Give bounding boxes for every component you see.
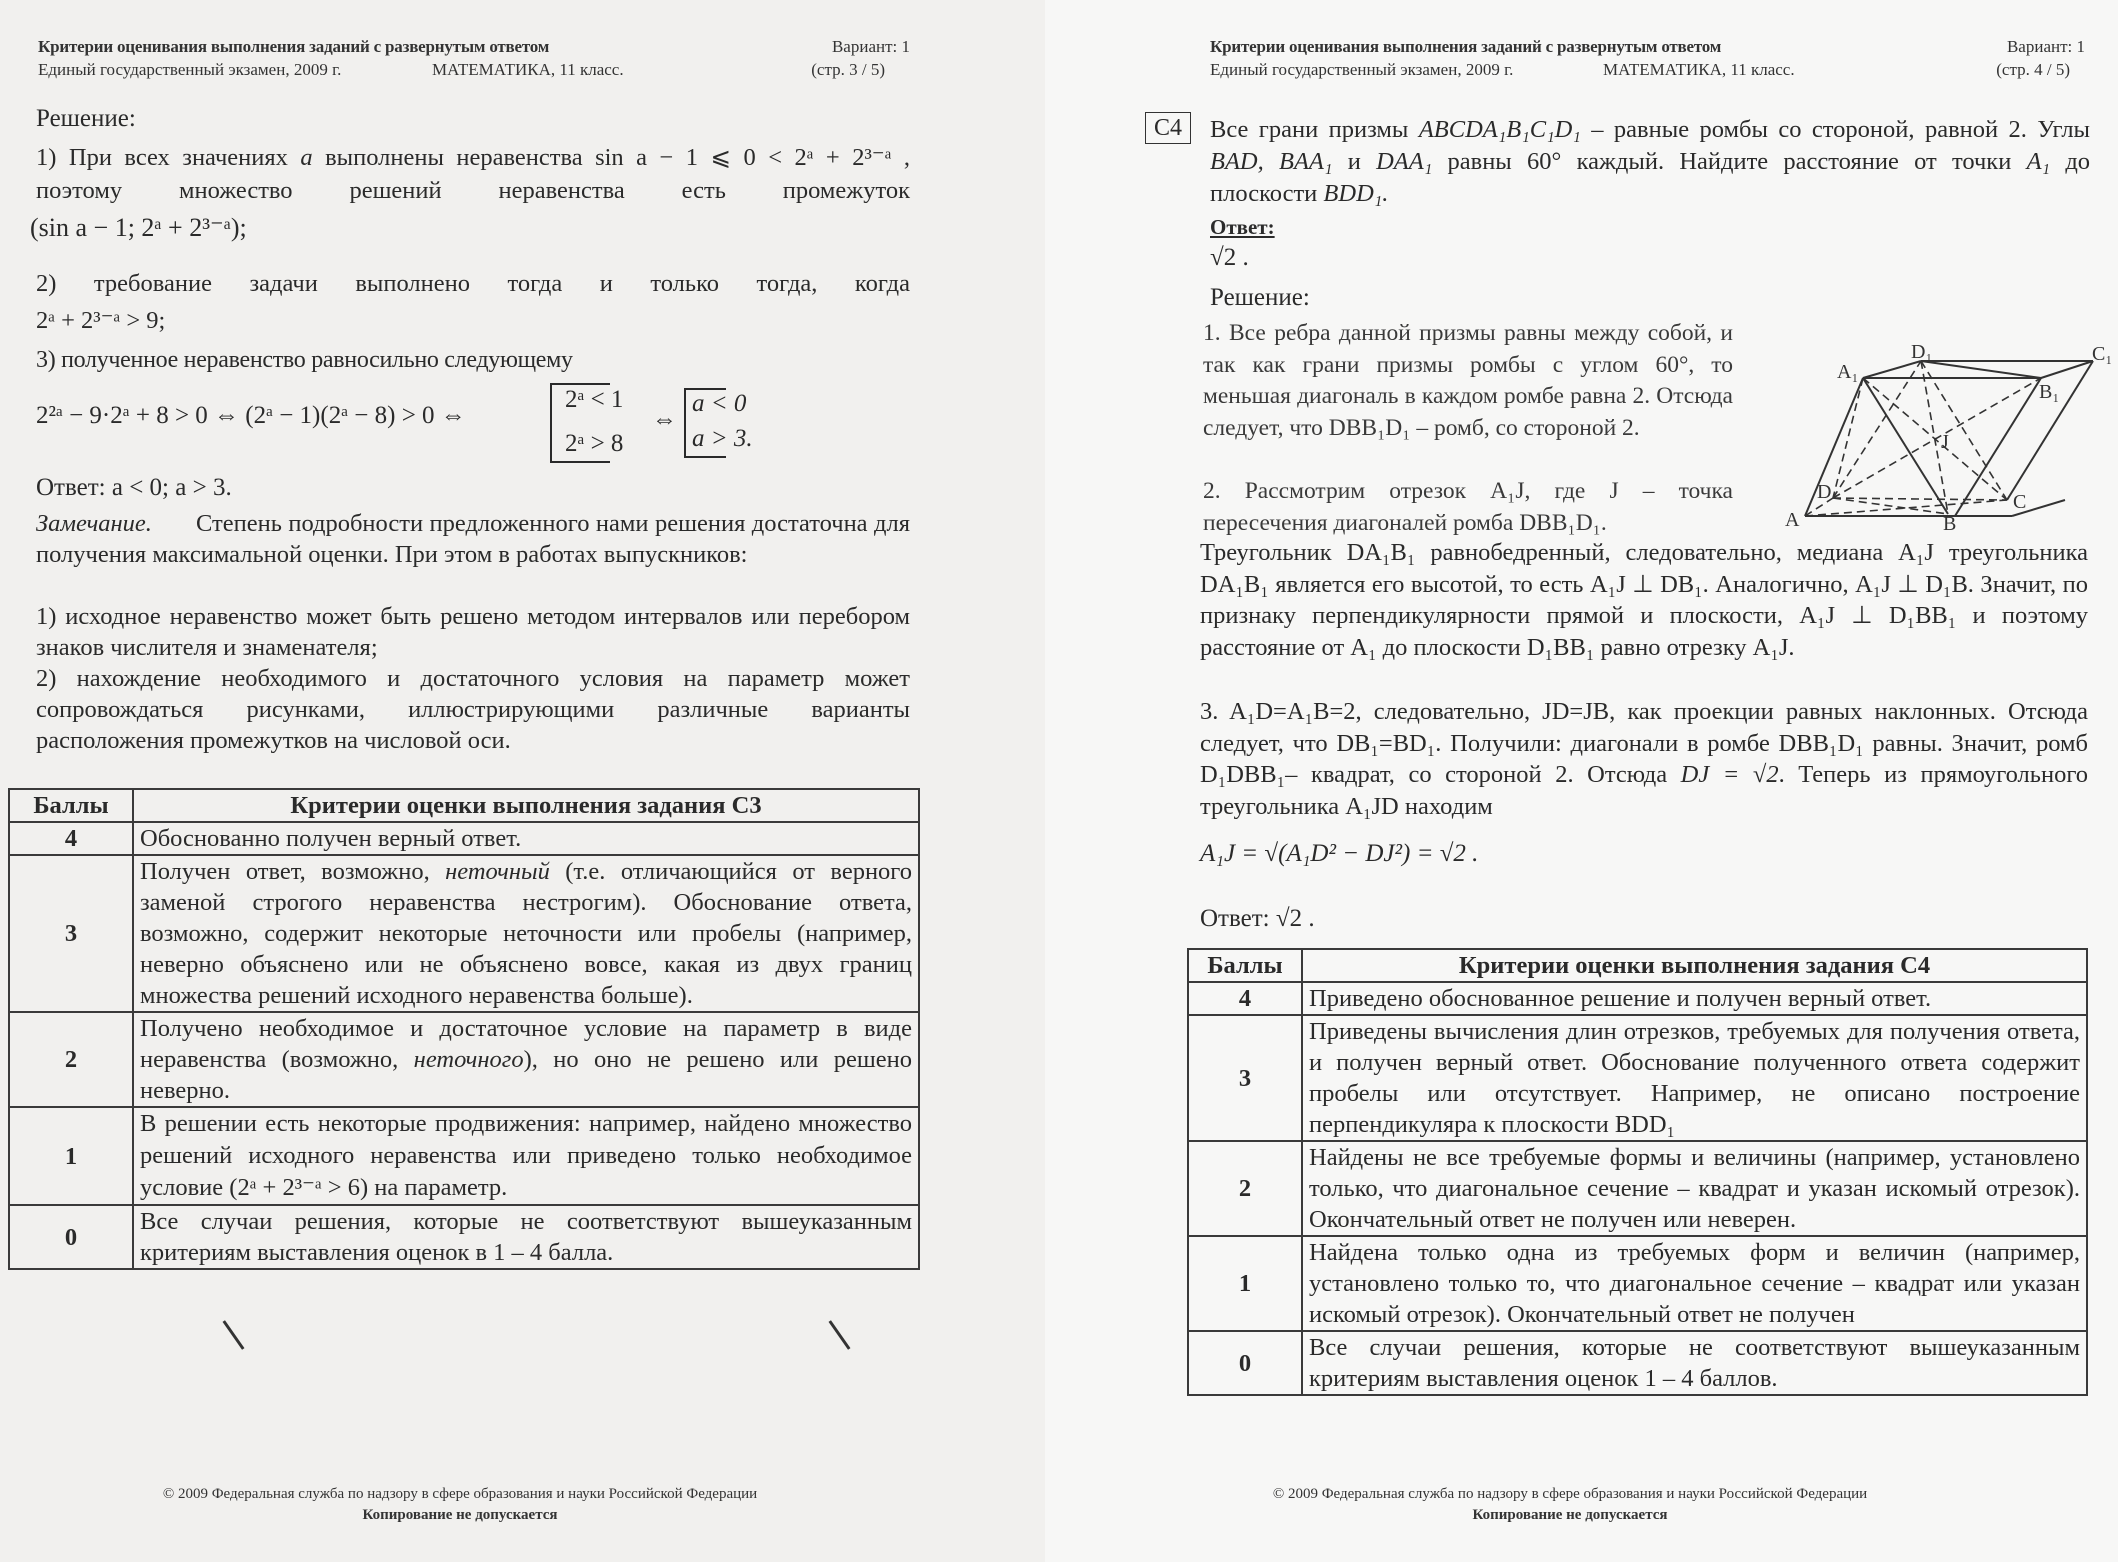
footer-notice: Копирование не допускается	[1472, 1507, 1668, 1523]
label-a1: A₁	[1837, 361, 1859, 383]
score-cell: 2	[9, 1012, 133, 1107]
header-exam: Единый государственный экзамен, 2009 г.	[38, 60, 342, 79]
step-1-text-b: выполнены неравенства	[325, 144, 583, 171]
pen-mark	[223, 1320, 245, 1350]
score-cell: 0	[1188, 1331, 1302, 1395]
table-row	[1188, 1236, 2087, 1331]
label-d: D	[1817, 481, 1832, 503]
header-variant: Вариант: 1	[2006, 37, 2085, 56]
edge-db	[1833, 498, 1948, 514]
table-row	[9, 1012, 919, 1107]
step-1: 1. Все ребра данной призмы равны между собой, и так как грани призмы ромбы с углом 60°, то меньшая диагональ в каждом ромбе равна 2. Отсюда следует, что DBB₁D₁ – ромб, со стороной 2.	[1203, 320, 1733, 441]
label-c1: C₁	[2092, 343, 2113, 365]
step-2-continued: Треугольник DA₁B₁ равнобедренный, следовательно, медиана A₁J треугольника DA₁B₁ является его высотой, то есть A₁J ⊥ DB₁. Аналогично, A₁J ⊥ D₁B. Значит, по признаку перпендикулярности прямой и плоскости, A₁J ⊥ D₁BB₁ и поэтому расстояние от A₁ до плоскости D₁BB₁ равно отрезку A₁J.	[1200, 539, 2088, 661]
step-2-formula: 2ᵃ + 2³⁻ᵃ > 9;	[36, 307, 166, 334]
header-subject: МАТЕМАТИКА, 11 класс.	[432, 60, 624, 79]
answer-line: Ответ: a < 0; a > 3.	[36, 474, 232, 501]
task-text: Все грани призмы	[1210, 116, 1409, 143]
edge-a1b	[1863, 378, 1948, 514]
header-page-number: (стр. 4 / 5)	[1996, 60, 2070, 79]
criteria-text-b: на параметр.	[374, 1174, 508, 1201]
criteria-text-b: (т.е. отличающийся от верного заменой строгого неравенства нестрогим). Обоснование ответа, возможно, содержит некоторые неточности или пробелы (например, неверно объяснено или не объяснено вовсе, какая из двух границ множества решений исходного неравенства больше).	[140, 858, 912, 1009]
column-header-criteria: Критерии оценки выполнения задания С4	[1302, 949, 2087, 982]
task-text-d: до плоскости	[1210, 148, 2091, 207]
criteria-italic: неточный	[445, 858, 550, 885]
criteria-cell: Найдена только одна из требуемых форм и величин (например, установлено только то, что диагональное сечение – квадрат или указан искомый отрезок). Окончательный ответ не получен	[1302, 1236, 2087, 1331]
criteria-italic: неточного	[413, 1046, 524, 1073]
criteria-table-c4	[1187, 948, 2088, 1396]
label-c: C	[2013, 491, 2027, 513]
criteria-cell: Все случаи решения, которые не соответствуют вышеуказанным критериям выставления оценок в 1 – 4 балла.	[133, 1205, 919, 1269]
criteria-cell: Найдены не все требуемые формы и величины (например, установлено только, что диагональное сечение – квадрат и указан искомый отрезок). Окончательный ответ не получен или неверен.	[1302, 1141, 2087, 1236]
label-j: J	[1941, 431, 1949, 453]
task-point: A₁	[2026, 148, 2051, 175]
task-text-b: – равные ромбы со стороной, равной 2. Углы	[1591, 116, 2091, 143]
remark-label: Замечание.	[36, 510, 152, 537]
edge-b1b	[1955, 378, 2041, 516]
task-label-box: С4	[1145, 112, 1191, 144]
step-3-formula: A₁J = √(A₁D² − DJ²) = √2 .	[1200, 840, 1479, 867]
edge-dc	[1833, 498, 2007, 500]
step-3-dj: DJ = √2	[1680, 761, 1779, 788]
label-b1: B₁	[2039, 381, 2060, 403]
step-3-text: 3. A₁D=A₁B=2, следовательно, JD=JB, как проекции равных наклонных. Отсюда следует, что DB₁=BD₁. Получили: диагонали в ромбе DBB₁D₁ равны. Значит, ромб D₁DBB₁– квадрат, со стороной 2. Отсюда	[1200, 698, 2088, 788]
score-cell: 2	[1188, 1141, 1302, 1236]
header-exam: Единый государственный экзамен, 2009 г.	[1210, 60, 1514, 79]
criteria-table-c3	[8, 788, 920, 1270]
header-title: Критерии оценивания выполнения заданий с развернутым ответом	[1210, 37, 1722, 56]
criteria-cell	[133, 1012, 919, 1107]
criteria-cell: Все случаи решения, которые не соответствуют вышеуказанным критериям выставления оценок 1 – 4 баллов.	[1302, 1331, 2087, 1395]
step-3-tail: . Теперь из прямоугольного треугольника A₁JD находим	[1200, 761, 2089, 820]
header-subject: МАТЕМАТИКА, 11 класс.	[1603, 60, 1795, 79]
table-row	[9, 1205, 919, 1269]
variable-a: a	[300, 144, 313, 171]
score-cell: 4	[1188, 982, 1302, 1015]
step-3-formula	[36, 400, 466, 431]
criteria-cell: Приведены вычисления длин отрезков, требуемых для получения ответа, и получен верный ответ. Обоснование полученного ответа содержит пробелы или отсутствует. Например, не описано построение перпендикуляра к плоскости BDD₁	[1302, 1015, 2087, 1141]
task-statement	[1210, 114, 2090, 210]
criteria-cell	[133, 855, 919, 1012]
footer-copyright: © 2009 Федеральная служба по надзору в сфере образования и науки Российской Федерации	[1272, 1486, 1868, 1502]
task-prism: ABCDA₁B₁C₁D₁	[1418, 116, 1581, 143]
prism-figure	[1745, 318, 2117, 530]
step-3-formula-main: 2²ᵃ − 9·2ᵃ + 8 > 0 ⇔ (2ᵃ − 1)(2ᵃ − 8) > 0 ⇔	[36, 402, 466, 429]
right-page	[1045, 0, 2118, 1562]
column-header-criteria: Критерии оценки выполнения задания С3	[133, 789, 919, 822]
table-row	[1188, 1015, 2087, 1141]
header-variant: Вариант: 1	[831, 37, 910, 56]
footer-notice: Копирование не допускается	[362, 1507, 558, 1523]
header-page-number: (стр. 3 / 5)	[811, 60, 885, 79]
final-answer: Ответ: √2 .	[1200, 905, 1315, 932]
criteria-cell	[133, 1107, 919, 1205]
diag-ac	[1805, 500, 2007, 516]
left-page	[0, 0, 1045, 1562]
score-cell: 4	[9, 822, 133, 855]
pen-mark	[829, 1320, 851, 1350]
column-header-score: Баллы	[1188, 949, 1302, 982]
edge-d1b1	[1921, 361, 2041, 378]
step-1-line-2: поэтому множество решений неравенства есть промежуток	[36, 177, 910, 204]
task-text-c: равны 60° каждый. Найдите расстояние от точки	[1447, 148, 2012, 175]
table-row	[9, 822, 919, 855]
table-row	[1188, 1141, 2087, 1236]
step-3	[1200, 696, 2088, 822]
score-cell: 0	[9, 1205, 133, 1269]
table-header-row	[9, 789, 919, 822]
table-row	[9, 855, 919, 1012]
footer-copyright: © 2009 Федеральная служба по надзору в сфере образования и науки Российской Федерации	[162, 1486, 758, 1502]
criteria-text: Получен ответ, возможно,	[140, 858, 430, 885]
solution-heading: Решение:	[36, 105, 136, 132]
step-3-line-1: 3) полученное неравенство равносильно следующему	[36, 347, 573, 373]
score-cell: 1	[1188, 1236, 1302, 1331]
table-row	[1188, 1331, 2087, 1395]
criteria-text-b: ), но оно не решено или решено неверно.	[140, 1046, 912, 1104]
remark-item-2: 2) нахождение необходимого и достаточного условия на параметр может сопровождаться рисунками, иллюстрирующими различные варианты расположения промежутков на числовой оси.	[36, 665, 910, 754]
step-2: 2. Рассмотрим отрезок A₁J, где J – точка пересечения диагоналей ромба DBB₁D₁.	[1203, 478, 1733, 536]
answer-label: Ответ:	[1210, 215, 1275, 239]
criteria-text: В решении есть некоторые продвижения: например, найдено множество решений исходного неравенства или приведено только необходимое условие	[140, 1110, 912, 1201]
criteria-cell: Приведено обоснованное решение и получен верный ответ.	[1302, 982, 2087, 1015]
label-d1: D₁	[1911, 341, 1933, 363]
criteria-cell: Обоснованно получен верный ответ.	[133, 822, 919, 855]
table-row	[1188, 982, 2087, 1015]
step-2-line-1: 2) требование задачи выполнено тогда и только тогда, когда	[36, 270, 910, 297]
label-a: A	[1785, 509, 1800, 530]
remark-text: Степень подробности предложенного нами решения достаточна для получения максимальной оценки. При этом в работах выпускников:	[36, 510, 910, 568]
case-1: 2ᵃ < 1	[565, 386, 624, 413]
equivalence-sign: ⇔	[652, 406, 677, 433]
score-cell: 3	[9, 855, 133, 1012]
task-angle-3: DAA₁	[1376, 148, 1433, 175]
score-cell: 1	[9, 1107, 133, 1205]
label-b: B	[1943, 513, 1957, 530]
criteria-text: Получено необходимое и достаточное условие на параметр в виде неравенства (возможно,	[140, 1015, 912, 1073]
task-angles: BAD, BAA₁	[1210, 148, 1333, 175]
task-and: и	[1347, 148, 1361, 175]
result-2: a > 3.	[692, 425, 753, 452]
answer-value: √2 .	[1210, 244, 1249, 271]
step-1-line-1	[36, 142, 910, 173]
table-header-row	[1188, 949, 2087, 982]
remark-item-1: 1) исходное неравенство может быть решено методом интервалов или перебором знаков числителя и знаменателя;	[36, 603, 910, 661]
task-plane: BDD₁.	[1323, 180, 1389, 207]
case-2: 2ᵃ > 8	[565, 430, 624, 457]
table-row	[9, 1107, 919, 1205]
column-header-score: Баллы	[9, 789, 133, 822]
step-1-interval: (sin a − 1; 2ᵃ + 2³⁻ᵃ);	[30, 213, 247, 242]
header-title: Критерии оценивания выполнения заданий с развернутым ответом	[38, 37, 550, 56]
diag-db1	[1833, 378, 2041, 498]
solution-heading: Решение:	[1210, 284, 1310, 311]
step-1-formula: sin a − 1 ⩽ 0 < 2ᵃ + 2³⁻ᵃ ,	[595, 144, 911, 171]
step-1-text: 1) При всех значениях	[36, 144, 288, 171]
criteria-formula: (2ᵃ + 2³⁻ᵃ > 6)	[229, 1174, 369, 1201]
result-1: a < 0	[692, 390, 747, 417]
score-cell: 3	[1188, 1015, 1302, 1141]
